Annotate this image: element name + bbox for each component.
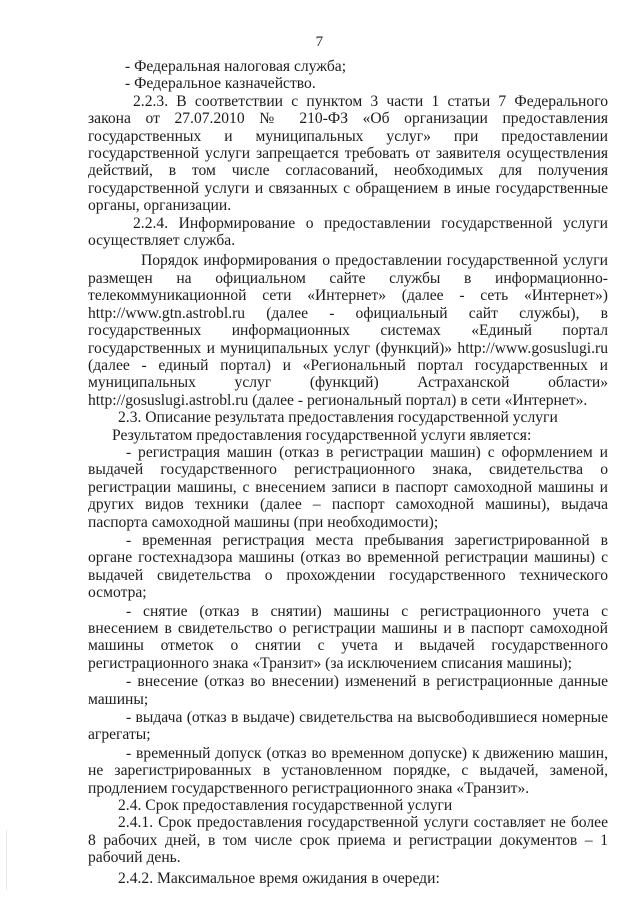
paragraph-result-intro: Результатом предоставления государственной услуги является: <box>112 426 532 444</box>
list-item-deregistration: - снятие (отказ в снятии) машины с регистрационного учета с внесением в свидетельство о регистрации машины и в паспорт самоходной машины отметок о снятии с учета и выдачей государственного регистрационного знака «Транзит» (за исключением списания машины); <box>88 602 608 672</box>
page-number: 7 <box>315 34 324 50</box>
list-item-tax-service: - Федеральная налоговая служба; <box>125 58 347 75</box>
document-body <box>88 58 608 887</box>
paragraph-2-4-1: 2.4.1. Срок предоставления государственной услуги составляет не более 8 рабочих дней, в том числе срок приема и регистрации документов – 1 рабочий день. <box>88 814 608 867</box>
paragraph-2-4-2: 2.4.2. Максимальное время ожидания в очереди: <box>118 869 440 887</box>
section-heading-2-4: 2.4. Срок предоставления государственной услуги <box>118 797 453 815</box>
list-item-temporary-admission: - временный допуск (отказ во временном допуске) к движению машин, не зарегистрированных в установленном порядке, с выдачей, заменой, продлением государственного регистрационного знака «Транзит». <box>88 744 608 797</box>
list-item-registration: - регистрация машин (отказ в регистрации машин) с оформлением и выдачей государственного регистрационного знака, свидетельства о регистрации машины, с внесением записи в паспорт самоходной машины и других видов техники (далее – паспорт самоходной машины), выдача паспорта самоходной машины (при необходимости); <box>88 443 608 531</box>
list-item-treasury: - Федеральное казначейство. <box>125 75 316 93</box>
paragraph-informing-procedure: Порядок информирования о предоставлении государственной услуги размещен на официальном сайте службы в информационно-телекоммуникационной сети «Интернет» (далее - сеть «Интернет») http://www.gtn.astrobl.ru (далее - официальный сайт службы), в государственных информационных системах «Единый портал государственных и муниципальных услуг (функций)» http://www.gosuslugi.ru (далее - единый портал) и «Региональный портал государственных и муниципальных услуг (функций) Астраханской области» http://gosuslugi.astrobl.ru (далее - региональный портал) в сети «Интернет». <box>88 252 608 409</box>
list-item-temporary-registration: - временная регистрация места пребывания зарегистрированной в органе гостехнадзора машины (отказ во временной регистрации машины) с выдачей свидетельства о прохождении государственного технического осмотра; <box>88 531 608 602</box>
section-heading-2-3: 2.3. Описание результата предоставления государственной услуги <box>118 409 558 427</box>
paragraph-2-2-3: 2.2.3. В соответствии с пунктом 3 части 1 статьи 7 Федерального закона от 27.07.2010 № 210-ФЗ «Об организации предоставления государственных и муниципальных услуг» при предоставлении государственной услуги запрещается требовать от заявителя осуществления действий, в том числе согласований, необходимых для получения государственной услуги и связанных с обращением в иные государственные органы, организации. <box>88 92 608 215</box>
list-item-data-changes: - внесение (отказ во внесении) изменений в регистрационные данные машины; <box>88 673 608 708</box>
paragraph-2-2-4: 2.2.4. Информирование о предоставлении государственной услуги осуществляет служба. <box>88 214 608 250</box>
list-item-units-certificate: - выдача (отказ в выдаче) свидетельства на высвободившиеся номерные агрегаты; <box>88 709 608 744</box>
scan-edge-mark <box>6 830 7 890</box>
